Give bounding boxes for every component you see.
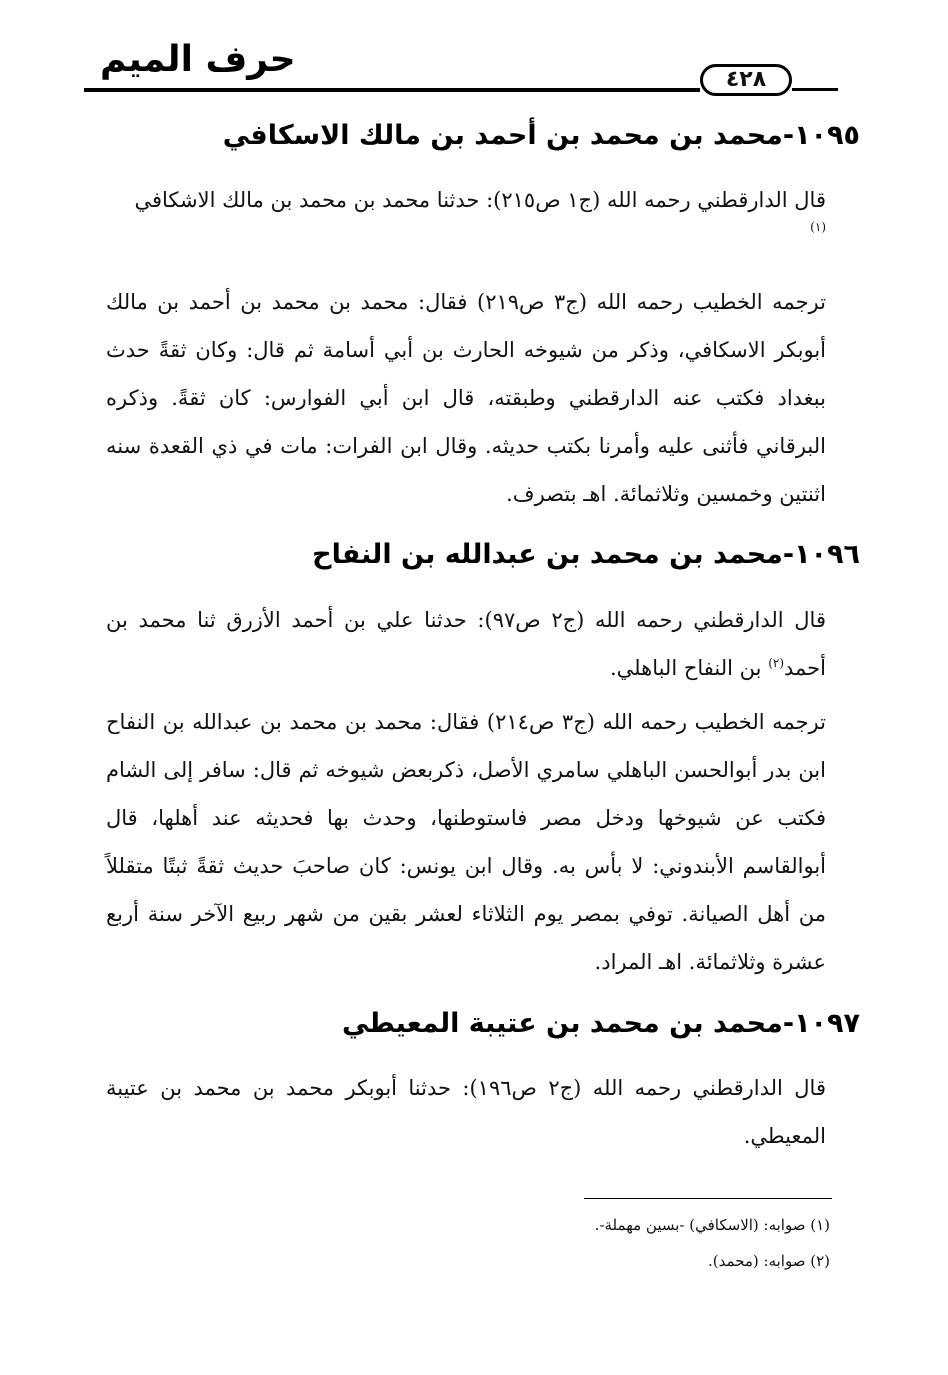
- footnote-ref-1: (١): [810, 220, 826, 234]
- footnote-ref-2: (٢): [768, 656, 785, 670]
- running-title: حرف الميم: [100, 39, 296, 80]
- entry-1097-paragraph-1: قال الدارقطني رحمه الله (ج٢ ص١٩٦): حدثنا أبوبكر محمد بن محمد بن عتيبة المعيطي.: [106, 1076, 826, 1148]
- entry-1095-paragraph-2: ترجمه الخطيب رحمه الله (ج٣ ص٢١٩) فقال: محمد بن محمد بن أحمد بن مالك أبوبكر الاسكافي، وذكر من شيوخه الحارث بن أبي أسامة ثم قال: وكان ثقةً حدث ببغداد فكتب عنه الدارقطني وطبقته، قال ابن أبي الفوارس: كان ثقةً. وذكره البرقاني فأثنى عليه وأمرنا بكتب حديثه. وقال ابن الفرات: مات في ذي القعدة سنه اثنتين وخمسين وثلاثمائة. اهـ بتصرف.: [106, 290, 826, 506]
- entry-1096-paragraph-1: [106, 596, 826, 692]
- paragraph-text: قال الدارقطني رحمه الله (ج٢ ص٩٧): حدثنا علي بن أحمد الأزرق ثنا محمد بن أحمد: [106, 608, 826, 680]
- header-rule-right: [792, 88, 838, 91]
- footnote-separator: [584, 1198, 832, 1199]
- footnote-1: (١) صوابه: (الاسكافي) -بسين مهملة-.: [594, 1216, 830, 1234]
- page-number: ٤٢٨: [700, 64, 792, 96]
- entry-1096-paragraph-2: ترجمه الخطيب رحمه الله (ج٣ ص٢١٤) فقال: محمد بن محمد بن عبدالله بن النفاح ابن بدر أبوالحسن الباهلي سامري الأصل، ذكربعض شيوخه ثم قال: سافر إلى الشام فكتب عن شيوخها ودخل مصر فاستوطنها، وحدث بها فحديثه عند أهلها، قال أبوالقاسم الأبندوني: لا بأس به. وقال ابن يونس: كان صاحبَ حديث ثقةً ثبتًا متقللاً من أهل الصيانة. توفي بمصر يوم الثلاثاء لعشر بقين من شهر ربيع الآخر سنة أربع عشرة وثلاثمائة. اهـ المراد.: [106, 710, 827, 974]
- entry-heading-1097: ١٠٩٧-محمد بن محمد بن عتيبة المعيطي: [341, 1008, 860, 1039]
- entry-1095-paragraph-1: [106, 180, 826, 234]
- paragraph-text-continued: بن النفاح الباهلي.: [609, 656, 762, 680]
- header-rule: [84, 88, 700, 92]
- paragraph-text: قال الدارقطني رحمه الله (ج١ ص٢١٥): حدثنا محمد بن محمد بن مالك الاشكافي: [134, 188, 826, 212]
- entry-heading-1096: ١٠٩٦-محمد بن محمد بن عبدالله بن النفاح: [312, 539, 860, 570]
- entry-heading-1095: ١٠٩٥-محمد بن محمد بن أحمد بن مالك الاسكافي: [222, 120, 860, 151]
- footnote-2: (٢) صوابه: (محمد).: [708, 1252, 830, 1270]
